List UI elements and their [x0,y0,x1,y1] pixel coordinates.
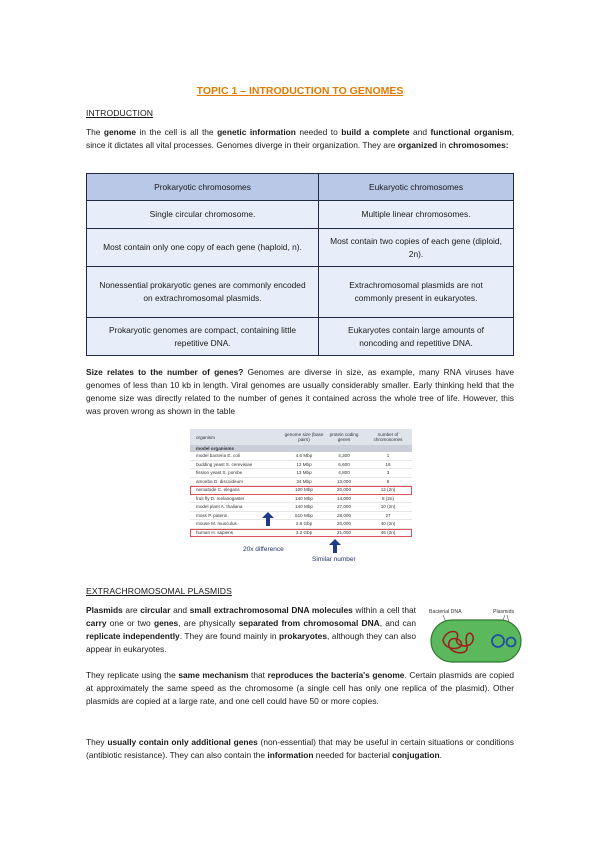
table-cell: moss P. patens [196,512,228,518]
up-arrow-icon [262,512,274,526]
genome-table-subheader: model organisms [190,445,412,452]
table-cell: 20,000 [336,487,352,493]
table-cell: Most contain only one copy of each gene (haploid, n). [87,229,319,267]
table-cell: Most contain two copies of each gene (diploid, 2n). [319,229,514,267]
plasmids-paragraph-1: Plasmids are circular and small extrachromosomal DNA molecules within a cell that carry one or two genes, are physically separated from chromosomal DNA, and can replicate independently. They are found mainly in prokaryotes, although they can also appear in eukaryotes. [86,605,417,654]
table-cell: 4,300 [338,453,350,459]
table-cell: 28,000 [336,512,352,518]
table-cell: mouse M. musculus [196,521,237,527]
note-20x-difference: 20x difference [243,546,284,553]
table-cell: 510 Mbp [295,512,313,518]
table-header-eukaryotic: Eukaryotic chromosomes [319,174,514,201]
table-cell: 4,800 [338,470,350,476]
bacteria-plasmid-illustration [427,606,525,666]
table-cell: 100 Mbp [295,487,313,493]
table-cell: Single circular chromosome. [87,201,319,229]
page-title: TOPIC 1 – INTRODUCTION TO GENOMES [196,85,404,97]
table-cell: 6 [386,478,390,484]
section-heading-introduction: INTRODUCTION [86,108,154,118]
table-cell: 27,000 [336,504,352,510]
table-cell: budding yeast S. cerevisiae [196,461,253,467]
genome-size-paragraph: Size relates to the number of genes? Genomes are diverse in size, as example, many RNA viruses have genomes of less than 10 kb in length. Viral genomes are usually considerably smaller. Early thinking held that the genome size was directly related to the number of genes it contained across the whole tree of life. However, this was proven wrong as shown in the table [86,367,514,416]
table-row [87,201,514,229]
table-row [87,229,514,267]
table-cell: 3 [386,470,390,476]
table-row [190,503,412,512]
label-plasmids: Plasmids [493,609,515,615]
table-cell: 4.6 Mbp [295,453,313,459]
table-cell: human H. sapiens [196,529,234,535]
table-cell: 14,000 [336,495,352,501]
table-cell: 140 Mbp [295,504,313,510]
plasmids-paragraph-3: They usually contain only additional genes (non-essential) that may be useful in certain situations or conditions (antibiotic resistance). They can also contain the information needed for bacterial conjugation. [86,737,514,760]
table-row [87,267,514,318]
table-cell: 10 (2n) [380,504,396,510]
table-cell: 12 (2n) [380,487,396,493]
table-cell: 2.8 Gbp [295,521,313,527]
chromosome-comparison-table [86,173,514,356]
up-arrow-icon [329,539,341,553]
table-cell: 1 [386,453,390,459]
col-protein-genes: protein coding genes [329,432,359,442]
table-cell: 46 (2n) [380,529,396,535]
table-row [190,452,412,461]
table-cell: 13 Mbp [296,470,312,476]
table-cell: 27 [385,512,391,518]
intro-paragraph: The genome in the cell is all the genetic information needed to build a complete and functional organism, since it dictates all vital processes. Genomes diverge in their organization. They are organized in chromosomes: [86,127,514,150]
table-cell: 16 [385,461,391,467]
table-cell: 13,000 [336,478,352,484]
table-cell: fruit fly D. melanogaster [196,495,245,501]
section-heading-plasmids: EXTRACHROMOSOMAL PLASMIDS [86,586,232,596]
table-row [190,520,412,529]
table-row [190,529,412,538]
table-row [190,478,412,487]
table-cell: Eukaryotes contain large amounts of noncoding and repetitive DNA. [319,318,514,356]
genome-size-table-figure [190,429,412,537]
table-cell: amoeba D. discoideum [196,478,243,484]
note-similar-number: Similar number [312,556,356,563]
col-genome-size: genome size (base pairs) [284,432,324,442]
table-cell: fission yeast S. pombe [196,470,243,476]
table-cell: Multiple linear chromosomes. [319,201,514,229]
table-cell: 140 Mbp [295,495,313,501]
col-organism: organism [196,434,215,440]
col-chromosomes: number of chromosomes [373,432,403,442]
table-row [190,469,412,478]
table-cell: Prokaryotic genomes are compact, containing little repetitive DNA. [87,318,319,356]
table-row [190,512,412,521]
table-cell: Extrachromosomal plasmids are not commonly present in eukaryotes. [319,267,514,318]
table-row [190,495,412,504]
table-cell: 20,000 [336,521,352,527]
label-bacterial-dna: Bacterial DNA [429,609,462,615]
table-cell: nematode C. elegans [196,487,240,493]
table-cell: Nonessential prokaryotic genes are commonly encoded on extrachromosomal plasmids. [87,267,319,318]
table-cell: 6,600 [338,461,350,467]
table-cell: model plant A. thaliana [196,504,243,510]
table-cell: model bacteria E. coli [196,453,240,459]
table-row [190,461,412,470]
table-cell: 34 Mbp [296,478,312,484]
table-row [87,318,514,356]
table-cell: 12 Mbp [296,461,312,467]
table-row [190,486,412,495]
table-cell: 21,000 [336,529,352,535]
table-cell: 40 (2n) [380,521,396,527]
plasmids-paragraph-2: They replicate using the same mechanism that reproduces the bacteria's genome. Certain plasmids are copied at approximately the same speed as the chromosome (a single cell has only one replica of the plasmid). Other plasmids are copied at a large rate, and one cell could have 50 or more copies. [86,670,514,706]
table-cell: 3.2 Gbp [295,529,313,535]
table-header-prokaryotic: Prokaryotic chromosomes [87,174,319,201]
table-cell: 8 (2n) [381,495,394,501]
genome-table-header [190,429,412,445]
